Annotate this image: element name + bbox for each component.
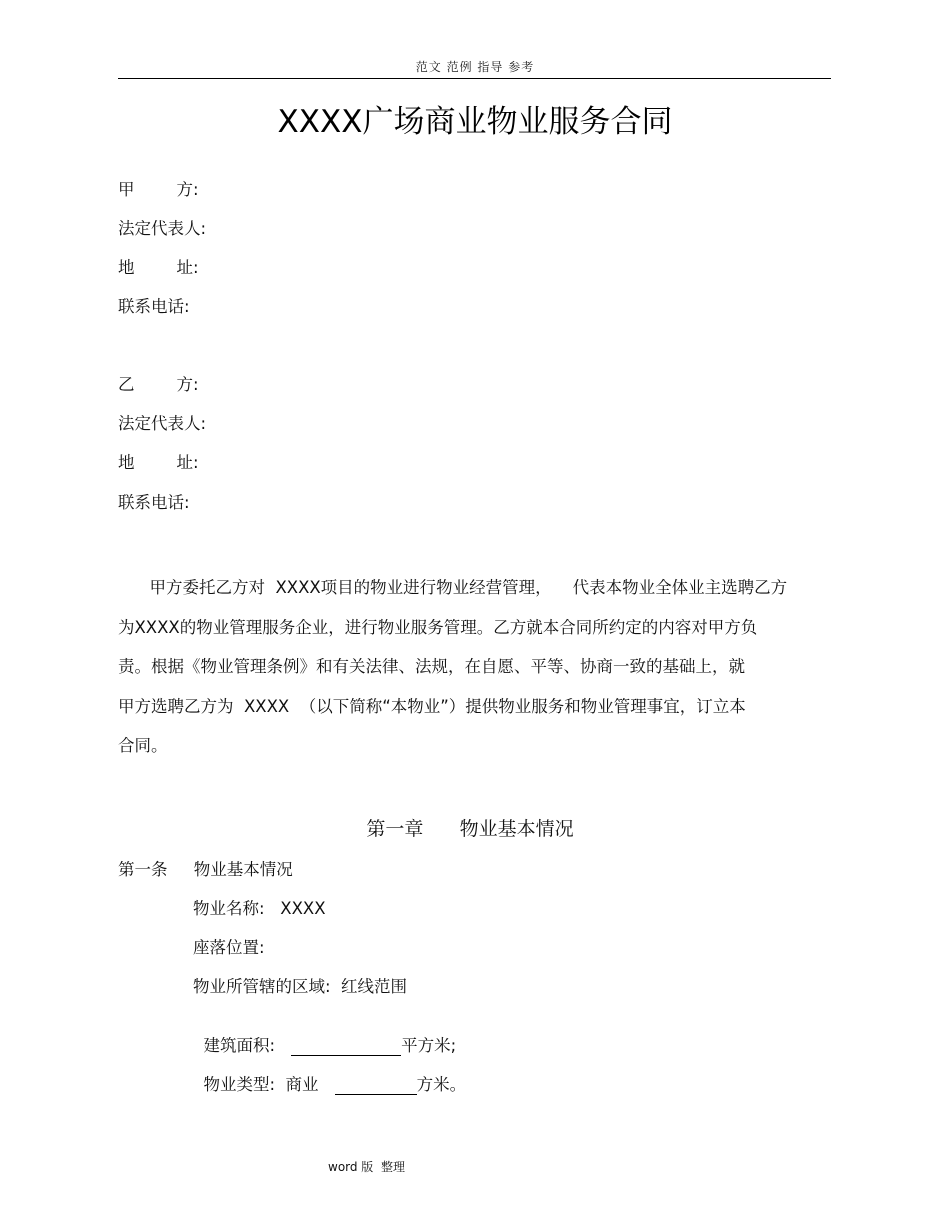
party-b-label: 乙 方:: [118, 375, 199, 394]
page-header: 范文 范例 指导 参考: [415, 60, 535, 74]
intro-line: 甲方委托乙方对 XXXX项目的物业进行物业经营管理， 代表本物业全体业主选聘乙方: [118, 578, 788, 597]
party-a-address-label: 地 址:: [118, 258, 199, 277]
property-type-blank: [335, 1076, 417, 1095]
party-a-rep-label: 法定代表人:: [118, 219, 207, 238]
intro-line: 责。根据《物业管理条例》和有关法律、法规，在自愿、平等、协商一致的基础上，就: [118, 657, 745, 676]
building-area-blank: [291, 1037, 401, 1056]
intro-line: 为XXXX的物业管理服务企业，进行物业服务管理。乙方就本合同所约定的内容对甲方负: [118, 617, 758, 637]
document-title: XXXX广场商业物业服务合同: [277, 104, 673, 140]
party-a-phone-label: 联系电话:: [118, 297, 190, 316]
article-heading: 第一条 物业基本情况: [118, 860, 293, 879]
header-rule: [118, 78, 831, 79]
party-b-address-label: 地 址:: [118, 453, 199, 472]
property-type-unit: 方米。: [416, 1075, 467, 1094]
location-line: 座落位置:: [193, 938, 265, 957]
intro-line: 合同。: [118, 736, 168, 755]
building-area-line: [193, 1016, 456, 1056]
page-footer: word 版 整理: [328, 1160, 405, 1174]
building-area-label: 建筑面积:: [203, 1036, 276, 1055]
property-name-line: 物业名称: XXXX: [193, 899, 326, 918]
party-b-phone-label: 联系电话:: [118, 493, 190, 512]
property-type-label: 物业类型: 商业: [203, 1075, 319, 1094]
intro-line: 甲方选聘乙方为 XXXX （以下简称“本物业”）提供物业服务和物业管理事宜，订立本: [118, 696, 746, 716]
party-b-rep-label: 法定代表人:: [118, 414, 207, 433]
area-scope-line: 物业所管辖的区域: 红线范围: [193, 977, 408, 996]
chapter-heading: 第一章 物业基本情况: [366, 818, 574, 840]
building-area-unit: 平方米;: [401, 1036, 457, 1055]
intro-paragraph: [118, 568, 823, 766]
property-type-line: [193, 1055, 466, 1095]
party-a-label: 甲 方:: [118, 180, 199, 199]
